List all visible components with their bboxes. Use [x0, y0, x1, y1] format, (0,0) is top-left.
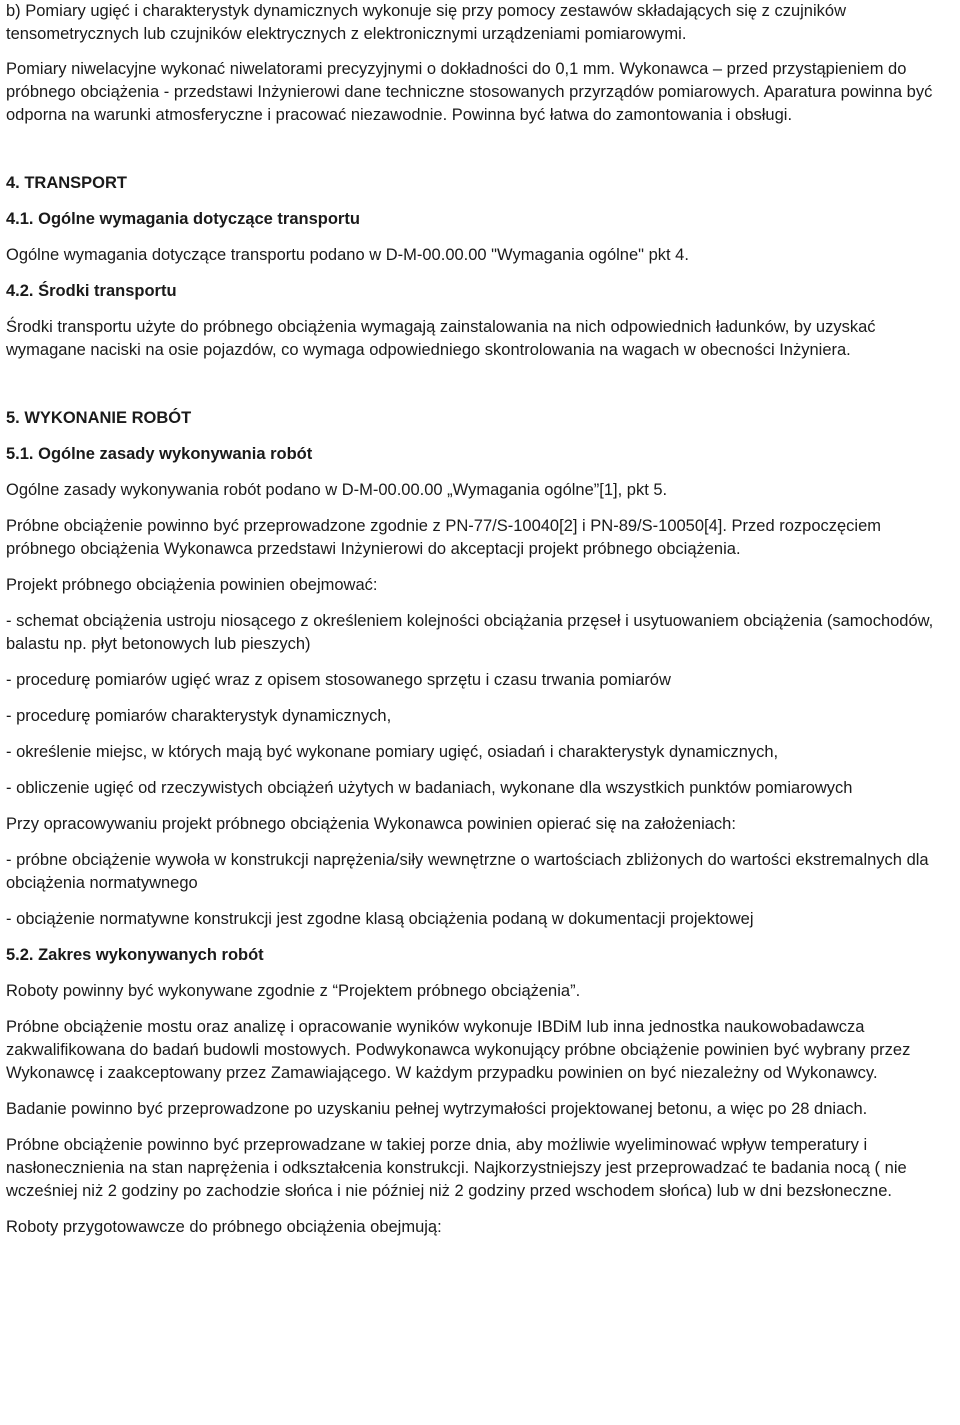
list-item: - próbne obciążenie wywoła w konstrukcji naprężenia/siły wewnętrzne o wartościach zbliżonych do wartości ekstremalnych dla obciążenia normatywnego — [6, 851, 929, 892]
paragraph-5-2-timing: Próbne obciążenie powinno być przeprowadzane w takiej porze dnia, aby możliwie wyeliminować wpływ temperatury i nasłonecznienia na stan naprężenia i odkształcenia konstrukcji. Najkorzystniejszy jest przeprowadzać te badania nocą ( nie wcześniej niż 2 godziny po zachodzie słońca i nie później niż 2 godziny przed wschodem słońca) lub w dni bezsłoneczne. — [6, 1136, 907, 1200]
paragraph-5-2-concrete: Badanie powinno być przeprowadzone po uzyskaniu pełnej wytrzymałości projektowanej betonu, a więc po 28 dniach. — [6, 1100, 868, 1118]
paragraph-5-2-ibdim: Próbne obciążenie mostu oraz analizę i opracowanie wyników wykonuje IBDiM lub inna jednostka naukowobadawcza zakwalifikowana do badań budowli mostowych. Podwykonawca wykonujący próbne obciążenie powinien być wybrany przez Wykonawcę i zaakceptowany przez Zamawiającego. W każdym przypadku powinien on być niezależny od Wykonawcy. — [6, 1018, 911, 1082]
paragraph-leveling: Pomiary niwelacyjne wykonać niwelatorami precyzyjnymi o dokładności do 0,1 mm. Wykonawca – przed przystąpieniem do próbnego obciążenia - przedstawi Inżynierowi dane techniczne stosowanych przyrządów pomiarowych. Aparatura powinna być odporna na warunki atmosferyczne i pracować niezawodnie. Powinna być łatwa do zamontowania i obsługi. — [6, 60, 933, 124]
paragraph-5-1-general: Ogólne zasady wykonywania robót podano w D-M-00.00.00 „Wymagania ogólne”[1], pkt 5. — [6, 481, 668, 499]
subsection-heading-4-2: 4.2. Środki transportu — [6, 282, 177, 300]
paragraph-5-1-project-intro: Projekt próbnego obciążenia powinien obejmować: — [6, 576, 378, 594]
list-item: - obciążenie normatywne konstrukcji jest zgodne klasą obciążenia podaną w dokumentacji projektowej — [6, 910, 754, 928]
paragraph-5-1-assumptions: Przy opracowywaniu projekt próbnego obciążenia Wykonawca powinien opierać się na założeniach: — [6, 815, 736, 833]
paragraph-measurement-devices: b) Pomiary ugięć i charakterystyk dynamicznych wykonuje się przy pomocy zestawów składających się z czujników tensometrycznych lub czujników elektrycznych z elektronicznymi urządzeniami pomiarowymi. — [6, 2, 846, 43]
list-item: - obliczenie ugięć od rzeczywistych obciążeń użytych w badaniach, wykonane dla wszystkich punktów pomiarowych — [6, 779, 853, 797]
paragraph-5-1-standards: Próbne obciążenie powinno być przeprowadzone zgodnie z PN-77/S-10040[2] i PN-89/S-10050[4]. Przed rozpoczęciem próbnego obciążenia Wykonawca przedstawi Inżynierowi do akceptacji projekt próbnego obciążenia. — [6, 517, 882, 558]
list-item: - procedurę pomiarów ugięć wraz z opisem stosowanego sprzętu i czasu trwania pomiarów — [6, 671, 671, 689]
subsection-heading-5-1: 5.1. Ogólne zasady wykonywania robót — [6, 445, 313, 463]
paragraph-4-2: Środki transportu użyte do próbnego obciążenia wymagają zainstalowania na nich odpowiednich ładunków, by uzyskać wymagane naciski na osie pojazdów, co wymaga odpowiedniego skontrolowania na wagach w obecności Inżyniera. — [6, 318, 876, 359]
section-heading-execution: 5. WYKONANIE ROBÓT — [6, 409, 192, 427]
list-item: - określenie miejsc, w których mają być wykonane pomiary ugięć, osiadań i charakterystyk dynamicznych, — [6, 743, 779, 761]
subsection-heading-5-2: 5.2. Zakres wykonywanych robót — [6, 946, 264, 964]
subsection-heading-4-1: 4.1. Ogólne wymagania dotyczące transportu — [6, 210, 360, 228]
paragraph-4-1: Ogólne wymagania dotyczące transportu podano w D-M-00.00.00 "Wymagania ogólne" pkt 4. — [6, 246, 689, 264]
section-heading-transport: 4. TRANSPORT — [6, 174, 128, 192]
paragraph-5-2-preparation: Roboty przygotowawcze do próbnego obciążenia obejmują: — [6, 1218, 442, 1236]
list-item: - schemat obciążenia ustroju niosącego z określeniem kolejności obciążania przęseł i usytuowaniem obciążenia (samochodów, balastu np. płyt betonowych lub pieszych) — [6, 612, 934, 653]
paragraph-5-2-project: Roboty powinny być wykonywane zgodnie z “Projektem próbnego obciążenia”. — [6, 982, 581, 1000]
list-item: - procedurę pomiarów charakterystyk dynamicznych, — [6, 707, 392, 725]
